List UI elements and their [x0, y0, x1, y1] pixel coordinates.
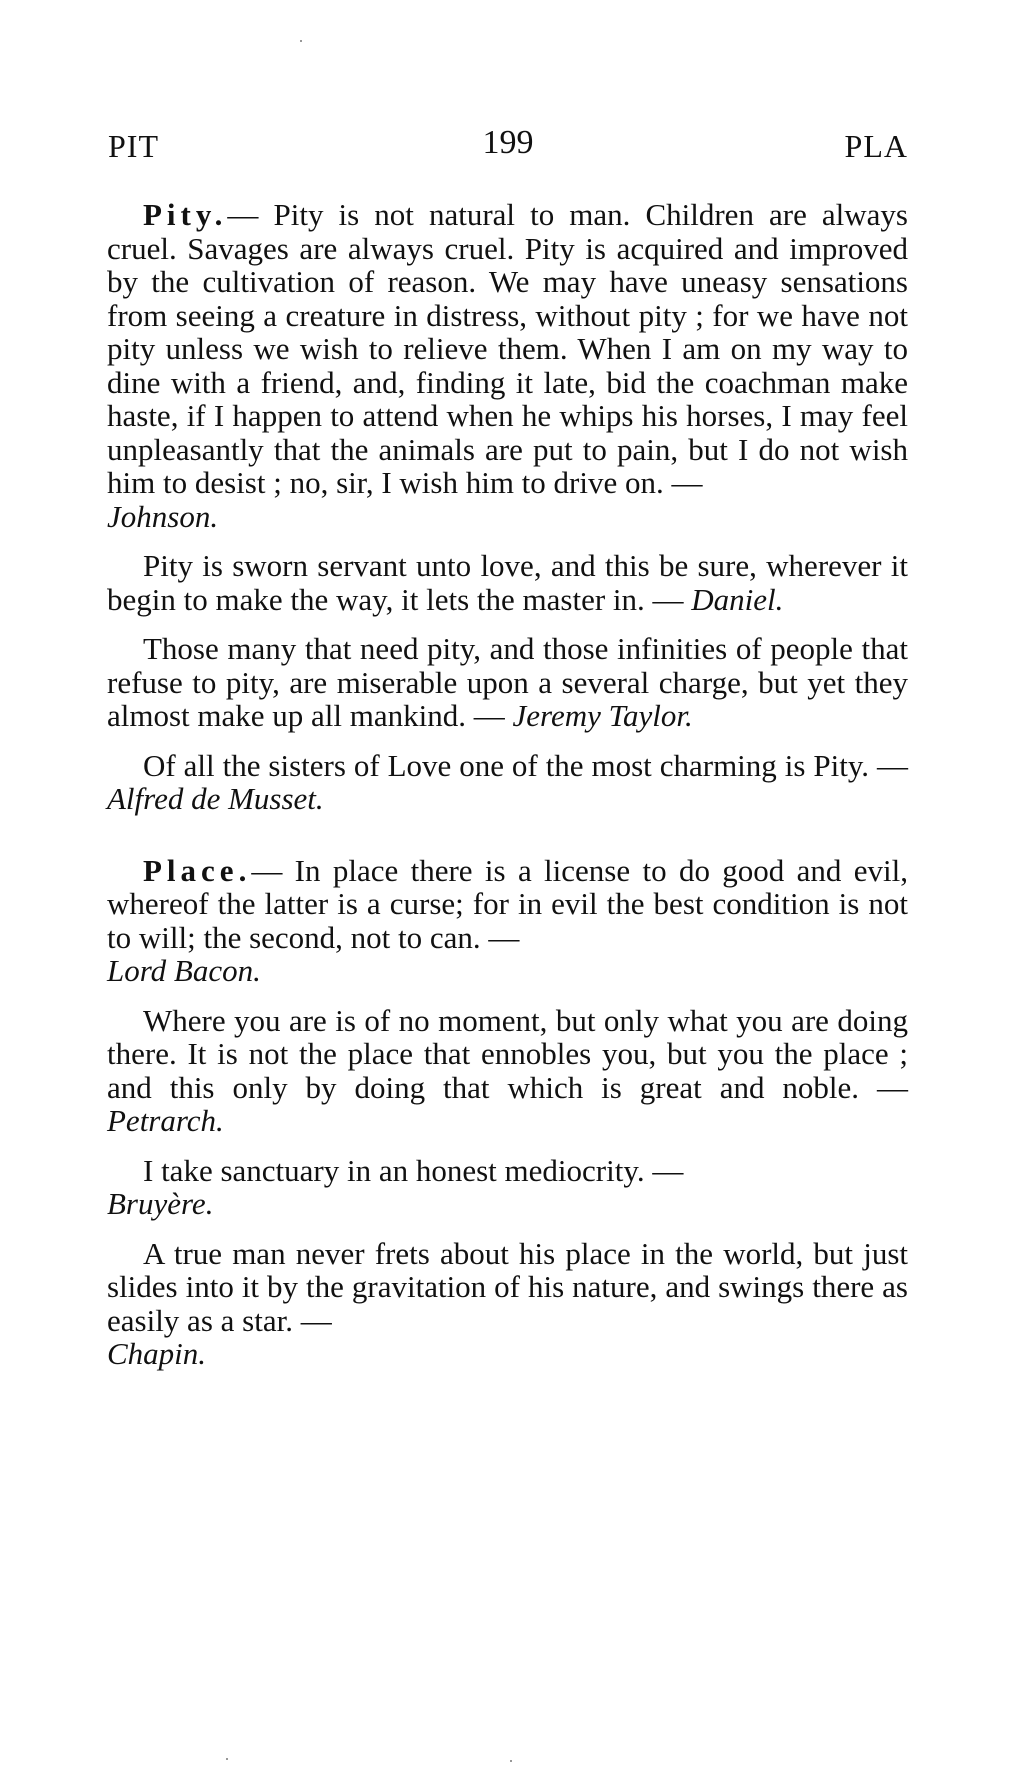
- entry-pity: [107, 198, 908, 816]
- quote-author: Alfred de Musset.: [107, 781, 324, 816]
- quote-author: Chapin.: [107, 1336, 207, 1371]
- running-head-right: PLA: [844, 128, 908, 164]
- quote-author: Jeremy Taylor.: [512, 698, 693, 733]
- quote-paragraph: [107, 198, 908, 533]
- quote-paragraph: [107, 854, 908, 988]
- quote-text: Where you are is of no moment, but only what you are doing there. It is not the place that ennobles you, but you the place ; and this only by doing that which is great and noble. —: [107, 1002, 908, 1105]
- scan-speck: [510, 1760, 512, 1762]
- quote-author: Petrarch.: [107, 1103, 224, 1138]
- quote-author: Bruyère.: [107, 1186, 214, 1221]
- quote-paragraph: [107, 549, 908, 616]
- quote-text: Those many that need pity, and those infinities of people that refuse to pity, are miserable upon a several charge, but yet they almost make up all mankind. —: [107, 631, 908, 733]
- page-header: [108, 124, 908, 172]
- quote-paragraph: [107, 632, 908, 733]
- quote-text: Pity is sworn servant unto love, and this be sure, wherever it begin to make the way, it lets the master in. —: [107, 548, 908, 617]
- quote-paragraph: [107, 1154, 908, 1221]
- scan-speck: [300, 40, 302, 42]
- quote-text: — In place there is a license to do good and evil, whereof the latter is a curse; for in evil the best condition is not to will; the second, not to can. —: [107, 852, 908, 955]
- quote-text: A true man never frets about his place in the world, but just slides into it by the gravitation of his nature, and swings there as easily as a star. —: [107, 1235, 908, 1338]
- quote-text: Of all the sisters of Love one of the most charming is Pity. —: [143, 747, 908, 783]
- scan-speck: [226, 1758, 228, 1760]
- quote-author: Johnson.: [107, 498, 219, 534]
- page-number: 199: [482, 124, 534, 161]
- quote-text: I take sanctuary in an honest mediocrity. —: [143, 1152, 684, 1188]
- quote-paragraph: [107, 1237, 908, 1371]
- entry-place: [107, 854, 908, 1371]
- quote-author: Lord Bacon.: [107, 953, 261, 988]
- page-body: [107, 198, 908, 1387]
- running-head-left: PIT: [108, 128, 159, 164]
- quote-paragraph: [107, 1004, 908, 1138]
- headword: Place.: [143, 852, 252, 888]
- quote-author: Daniel.: [691, 581, 784, 617]
- headword: Pity.: [143, 197, 228, 232]
- quote-text: — Pity is not natural to man. Children are always cruel. Savages are always cruel. Pity is acquired and improved by the cultivation of reason. We may have uneasy sensations from seeing a creature in distress, without pity ; for we have not pity unless we wish to relieve them. When I am on my way to dine with a friend, and, finding it late, bid the coachman make haste, if I happen to attend when he whips his horses, I may feel unpleasantly that the animals are put to pain, but I do not wish him to desist ; no, sir, I wish him to drive on. —: [107, 197, 908, 500]
- quote-paragraph: [107, 749, 908, 816]
